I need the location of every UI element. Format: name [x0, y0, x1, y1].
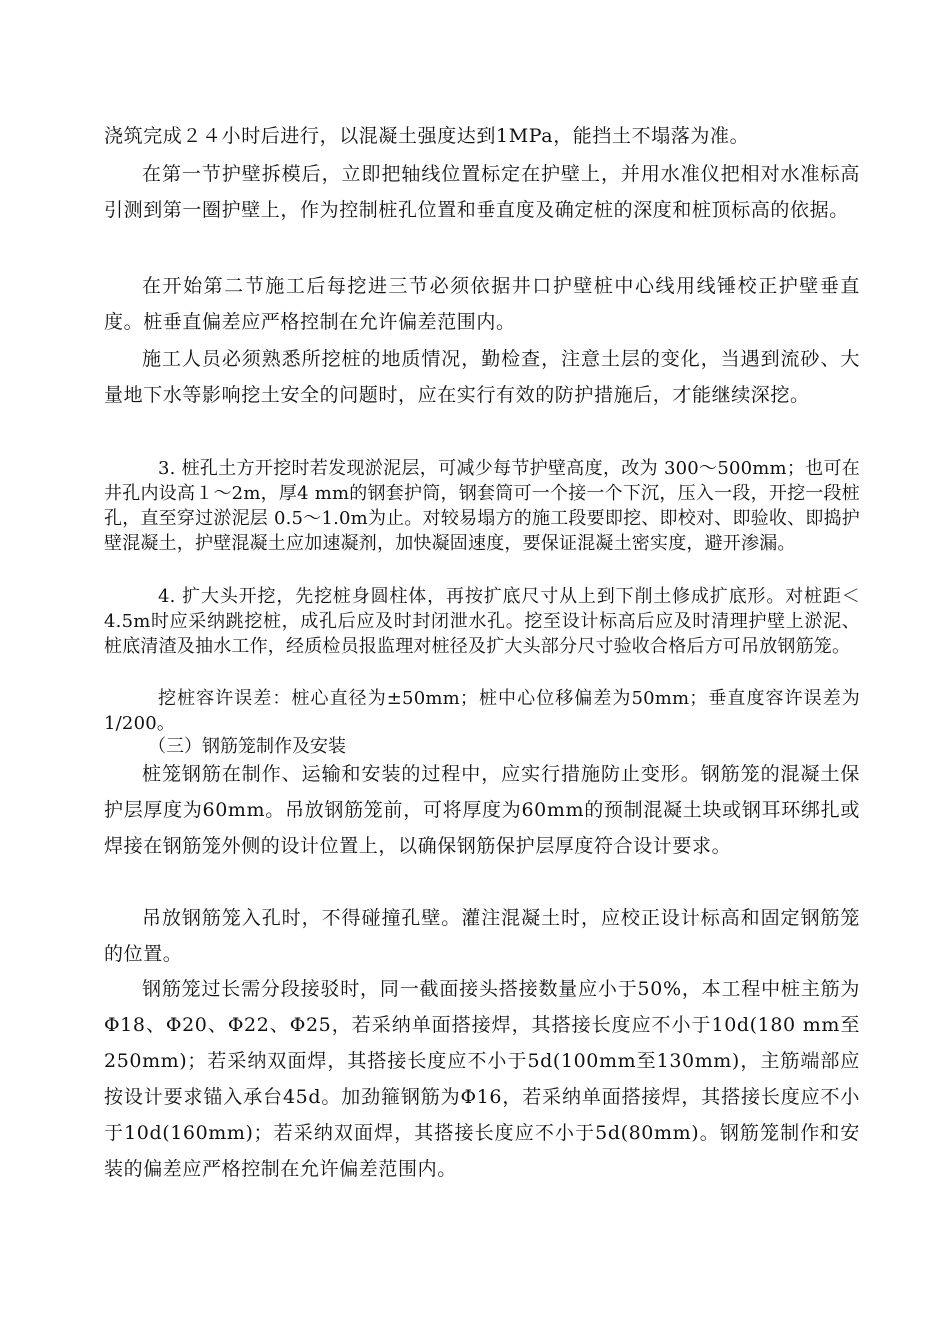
paragraph-excavation-tolerance: 挖桩容许误差：桩心直径为±50mm；桩中心位移偏差为50mm；垂直度容许误差为1/200。 — [104, 688, 860, 734]
paragraph-axis-marking: 在第一节护壁拆模后，立即把轴线位置标定在护壁上，并用水准仪把相对水准标高引测到第一圈护壁上，作为控制桩孔位置和垂直度及确定桩的深度和桩顶标高的依据。 — [104, 163, 860, 221]
paragraph-cage-lowering: 吊放钢筋笼入孔时，不得碰撞孔壁。灌注混凝土时，应校正设计标高和固定钢筋笼的位置。 — [104, 907, 860, 965]
paragraph-geology-safety: 施工人员必须熟悉所挖桩的地质情况，勤检查，注意土层的变化，当遇到流砂、大量地下水等影响挖土安全的问题时，应在实行有效的防护措施后，才能继续深挖。 — [104, 348, 860, 406]
paragraph-item-3-silt-layer: 3. 桩孔土方开挖时若发现淤泥层，可减少每节护壁高度，改为 300～500mm；也可在井孔内设高１～2m，厚4 mm的钢套护筒，钢套筒可一个接一个下沉，压入一段，开挖一段桩孔，直至穿过淤泥层 0.5～1.0m为止。对较易塌方的施工段要即挖、即校对、即验收、即捣护壁混凝土，护壁混凝土应加速凝剂，加快凝固速度，要保证混凝土密实度，避开渗漏。 — [104, 458, 860, 554]
section-heading-rebar-cage: （三）钢筋笼制作及安装 — [148, 736, 346, 757]
paragraph-cage-splicing: 钢筋笼过长需分段接驳时，同一截面接头搭接数量应小于50%，本工程中桩主筋为Φ18、Φ20、Φ22、Φ25，若采纳单面搭接焊，其搭接长度应不小于10d(180 mm至250mm)；若采纳双面焊，其搭接长度应不小于5d(100mm至130mm)，主筋端部应按设计要求锚入承台45d。加劲箍钢筋为Φ16，若采纳单面搭接焊，其搭接长度应不小于10d(160mm)；若采纳双面焊，其搭接长度应不小于5d(80mm)。钢筋笼制作和安装的偏差应严格控制在允许偏差范围内。 — [104, 978, 860, 1180]
paragraph-item-4-enlarged-head: 4. 扩大头开挖，先挖桩身圆柱体，再按扩底尺寸从上到下削土修成扩底形。对桩距＜4.5m时应采纳跳挖桩，成孔后应及时封闭泄水孔。挖至设计标高后应及时清理护壁上淤泥、桩底清渣及抽水工作，经质检员报监理对桩径及扩大头部分尺寸验收合格后方可吊放钢筋笼。 — [104, 586, 860, 657]
paragraph-rebar-cage-protection: 桩笼钢筋在制作、运输和安装的过程中，应实行措施防止变形。钢筋笼的混凝土保护层厚度为60mm。吊放钢筋笼前，可将厚度为60mm的预制混凝土块或钢耳环绑扎或焊接在钢筋笼外侧的设计位置上，以确保钢筋保护层厚度符合设计要求。 — [104, 763, 860, 857]
paragraph-pour-completion: 浇筑完成２４小时后进行，以混凝土强度达到1MPa，能挡土不塌落为准。 — [104, 125, 750, 147]
paragraph-verticality-check: 在开始第二节施工后每挖进三节必须依据井口护壁桩中心线用线锤校正护壁垂直度。桩垂直偏差应严格控制在允许偏差范围内。 — [104, 275, 860, 333]
